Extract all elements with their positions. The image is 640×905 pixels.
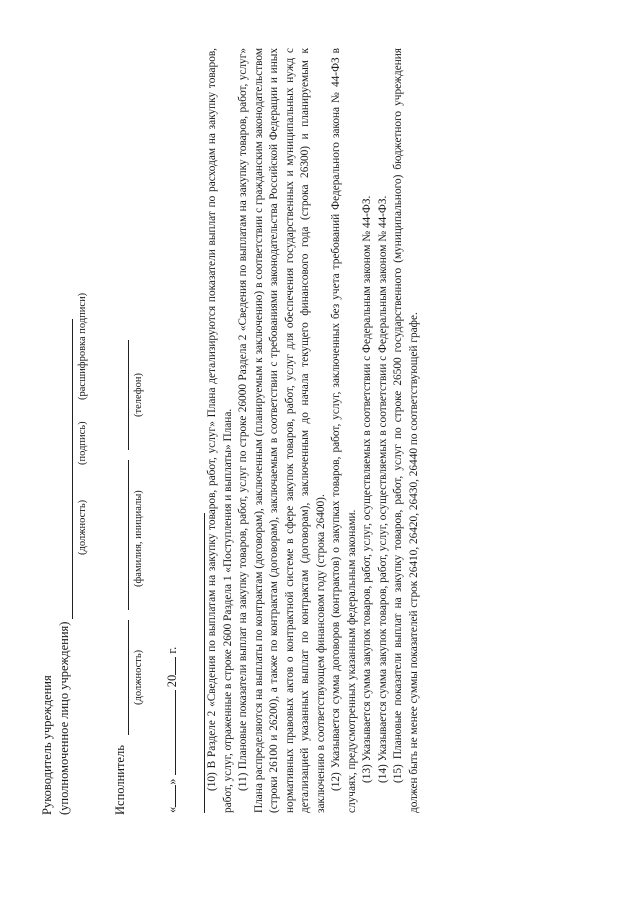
- date-line: [165, 647, 180, 813]
- executor-position-caption: (должность): [133, 649, 144, 705]
- footnote-11: (11) Плановые показатели выплат на закупку товаров, работ, услуг по строке 26000 Раздела 2 «Сведения по выплатам на закупку товаров, работ, услуг» Плана распределяются на выплаты по контрактам (договорам), заключенным (планируемым к заключению) в соответствии с гражданским законодательством (строки 26100 и 26200), а также по контрактам (договорам), заключаемым в соответствии с требованиями законодательства Российской Федерации и иных нормативных правовых актов о контрактной системе в сфере закупок товаров, работ, услуг для обеспечения государственных и муниципальных нужд с детализацией указанных выплат по контрактам (договорам), заключенным до начала текущего финансового года (строка 26300) и планируемым к заключению в соответствующем финансовом году (строка 26400).: [237, 48, 327, 813]
- position-caption: (должность): [77, 499, 88, 555]
- executor-phone-line: [128, 340, 129, 450]
- date-close-quote: »: [165, 778, 179, 785]
- date-open-quote: «: [165, 806, 179, 813]
- executor-phone-caption: (телефон): [133, 373, 144, 417]
- footnote-15: (15) Плановые показатели выплат на закупку товаров, работ, услуг по строке 26500 государственного (муниципального) бюджетного учреждения должен быть не менее суммы показателей строк 26410, 26420, 26430, 26440 по соответствующей графе.: [392, 48, 420, 813]
- executor-label: Исполнитель: [113, 745, 127, 815]
- footnote-12: (12) Указывается сумма договоров (контрактов) о закупках товаров, работ, услуг, заключенных без учета требований Федерального закона № 44-ФЗ в случаях, предусмотренных указанным федеральным законами.: [330, 48, 358, 813]
- footnote-13: (13) Указывается сумма закупок товаров, работ, услуг, осуществляемых в соответствии с Федеральным законом № 44-ФЗ.: [361, 195, 373, 783]
- date-year-prefix: 20: [165, 674, 179, 688]
- footnote-14: (14) Указывается сумма закупок товаров, работ, услуг, осуществляемых в соответствии с Федеральным законом № 44-ФЗ.: [376, 195, 389, 783]
- executor-position-line: [128, 620, 129, 735]
- head-subtitle: (уполномоченное лицо учреждения): [57, 621, 71, 815]
- footnotes: [205, 48, 422, 813]
- date-year-suffix: г.: [165, 646, 179, 654]
- decoding-caption: (расшифровка подписи): [77, 292, 88, 400]
- executor-name-line: [128, 460, 129, 610]
- head-signature-line: [72, 319, 73, 619]
- footnote-10: (10) В Разделе 2 «Сведения по выплатам на закупку товаров, работ, услуг» Плана детализируются показатели выплат по расходам на закупку товаров, работ, услуг, отраженные в строке 2600 Раздела 1 «Поступления и выплаты» Плана.: [206, 48, 234, 813]
- head-title: Руководитель учреждения: [40, 675, 54, 815]
- signature-caption: (подпись): [77, 421, 88, 465]
- executor-name-caption: (фамилия, инициалы): [133, 490, 144, 587]
